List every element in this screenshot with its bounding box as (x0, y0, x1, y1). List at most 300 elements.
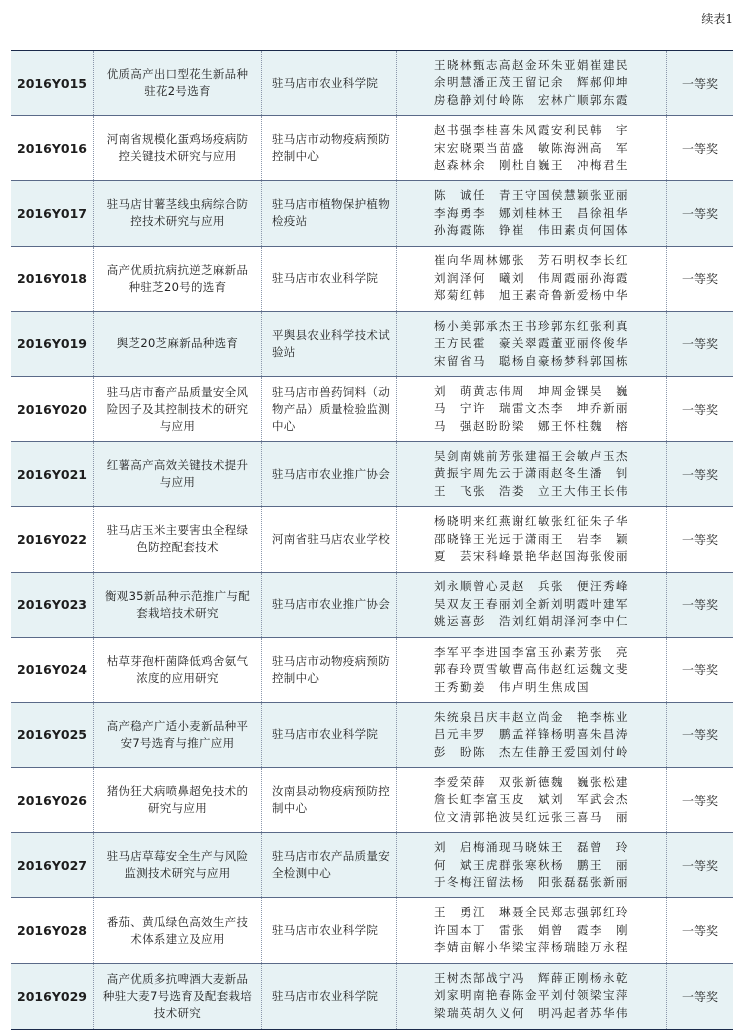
contributor-name: 邵晓锋 (434, 531, 473, 546)
contributor-name: 张三喜 (551, 809, 590, 824)
contributor-name: 刘 启 (434, 840, 473, 855)
project-name: 衡观35新品种示范推广与配套栽培技术研究 (94, 573, 262, 637)
contributor-name: 周 坤 (512, 383, 551, 398)
project-id: 2016Y028 (11, 898, 94, 962)
award-level: 一等奖 (681, 402, 718, 417)
contributor-name: 曾 霞 (551, 922, 590, 937)
completing-unit: 驻马店市兽药饲料（动物产品）质量检验监测中心 (262, 377, 397, 441)
table-row (11, 573, 733, 638)
contributor-name: 许 瑞 (473, 401, 512, 416)
project-name: 枯草芽孢杆菌降低鸡舍氨气浓度的应用研究 (94, 638, 262, 702)
contributor-name: 马 宁 (434, 401, 473, 416)
contributor-name: 彭 盼 (434, 744, 473, 759)
contributor-name: 郭东霞 (590, 92, 629, 107)
contributor-name: 盛 敏 (512, 140, 551, 155)
contributor-name: 何 明 (512, 1005, 551, 1020)
contributor-name: 杨 阳 (512, 875, 551, 890)
table-row (11, 247, 733, 312)
contributor-name: 赵书强 (434, 123, 473, 138)
contributor-name: 王秀勤 (434, 679, 473, 694)
table-row (11, 51, 733, 116)
contributor-name: 霍 豪 (473, 336, 512, 351)
contributors-cell (397, 51, 667, 115)
contributors-list (434, 448, 629, 501)
contributor-name: 赵红运 (551, 662, 590, 677)
project-id: 2016Y020 (11, 377, 94, 441)
contributor-name: 赵冬生 (551, 466, 590, 481)
contributor-name: 李富玉 (512, 644, 551, 659)
contributor-name: 冯起者 (551, 1005, 590, 1020)
contributor-name: 马 强 (434, 418, 473, 433)
contributor-name: 李栋业 (590, 709, 629, 724)
contributor-name: 张建福 (512, 448, 551, 463)
contributor-name: 张 亮 (590, 644, 629, 659)
contributor-name: 曾心灵 (473, 579, 512, 594)
contributor-name: 王书珍 (512, 318, 551, 333)
contributor-name: 梁宝萍 (590, 988, 629, 1003)
contributor-name: 许国本 (434, 922, 473, 937)
contributor-name: 来红燕 (473, 514, 512, 529)
contributor-name (590, 679, 629, 697)
project-id: 2016Y023 (11, 573, 94, 637)
contributors-cell (397, 442, 667, 506)
contributor-name: 王 飞 (434, 483, 473, 498)
contributor-name: 于潇雨 (512, 531, 551, 546)
contributors-list (434, 774, 629, 827)
contributor-name: 郭国栋 (590, 353, 629, 368)
contributor-name: 张新丽 (590, 875, 629, 890)
contributor-name: 金 艳 (551, 709, 590, 724)
contributor-name: 万永程 (590, 940, 629, 955)
contributor-name: 杜自巍 (512, 158, 551, 173)
contributor-name: 魏 巍 (551, 774, 590, 789)
contributor-name: 关翠霞 (512, 336, 551, 351)
contributor-name: 武会杰 (590, 792, 629, 807)
award-level: 一等奖 (681, 76, 718, 91)
completing-unit: 驻马店市动物疫病预防控制中心 (262, 116, 397, 180)
project-name: 驻马店甘薯茎线虫病综合防控技术研究与应用 (94, 181, 262, 245)
contributor-name: 卢明生 (512, 679, 551, 694)
contributor-name: 王方民 (434, 336, 473, 351)
project-id: 2016Y015 (11, 51, 94, 115)
contributor-name: 石明权 (551, 253, 590, 268)
contributor-name: 朱风霞 (512, 123, 551, 138)
contributor-name: 李 娜 (473, 205, 512, 220)
contributor-name: 王 丽 (590, 857, 629, 872)
contributors-list (434, 252, 629, 305)
contributor-name: 张亚丽 (590, 188, 629, 203)
contributor-name: 汪留法 (473, 875, 512, 890)
contributor-name: 张 便 (551, 579, 590, 594)
contributor-name: 潘正茂 (473, 75, 512, 90)
contributor-name: 马 丽 (590, 809, 629, 824)
contributors-cell (397, 312, 667, 376)
contributor-name: 王 冲 (551, 158, 590, 173)
contributors-cell (397, 247, 667, 311)
contributor-name: 朱昌涛 (590, 727, 629, 742)
contributor-name: 李桂喜 (473, 123, 512, 138)
contributors-list (434, 578, 629, 631)
contributor-name: 董亚丽 (551, 336, 590, 351)
completing-unit: 驻马店市农业推广协会 (262, 442, 397, 506)
project-id: 2016Y027 (11, 833, 94, 897)
contributor-name: 陈 宏 (512, 92, 551, 107)
contributor-name: 孙海霞 (590, 270, 629, 285)
contributors-cell (397, 116, 667, 180)
contributor-name: 梅涌现 (473, 840, 512, 855)
contributor-name: 王光远 (473, 531, 512, 546)
contributor-name: 江 琳 (473, 905, 512, 920)
table-row (11, 964, 733, 1029)
completing-unit: 驻马店市农业科学院 (262, 898, 397, 962)
contributor-name: 崔向华 (434, 253, 473, 268)
contributors-cell (397, 833, 667, 897)
contributor-name: 韩 旭 (473, 288, 512, 303)
table-row (11, 507, 733, 572)
completing-unit: 驻马店市农产品质量安全检测中心 (262, 833, 397, 897)
contributor-name: 孟祥锋 (512, 727, 551, 742)
project-name: 番茄、黄瓜绿色高效生产技术体系建立及应用 (94, 898, 262, 962)
table-row (11, 181, 733, 246)
contributor-name: 李婧亩 (434, 940, 473, 955)
contributor-name: 李中仁 (590, 614, 629, 629)
contributor-name: 夏 芸 (434, 549, 473, 564)
contributor-name: 曹高伟 (512, 662, 551, 677)
contributor-name: 杨晓明 (434, 514, 473, 529)
contributor-name: 宋科峰 (473, 549, 512, 564)
contributor-name: 朱亚娟 (551, 57, 590, 72)
contributor-name: 赵 兵 (512, 579, 551, 594)
contributor-name: 郭东红 (551, 318, 590, 333)
contributor-name: 房稳静 (434, 92, 473, 107)
contributor-name: 赵国海 (551, 549, 590, 564)
contributor-name: 聂全民 (512, 905, 551, 920)
project-name: 高产稳产广适小麦新品种平安7号选育与推广应用 (94, 703, 262, 767)
contributor-name: 李富玉 (473, 792, 512, 807)
contributor-name: 何 斌 (434, 857, 473, 872)
contributor-name: 杨梦科 (551, 353, 590, 368)
contributor-name: 马 聪 (473, 353, 512, 368)
contributor-name: 王守国 (512, 188, 551, 203)
contributor-name: 郝仰坤 (590, 75, 629, 90)
project-id: 2016Y024 (11, 638, 94, 702)
contributor-name: 梅君生 (590, 158, 629, 173)
contributors-cell (397, 573, 667, 637)
contributor-name: 李 坤 (551, 401, 590, 416)
contributor-name: 郭艳波 (473, 809, 512, 824)
contributor-name: 姜 伟 (473, 679, 512, 694)
contributor-name: 朱统泉 (434, 709, 473, 724)
contributor-name: 陈 铮 (473, 223, 512, 238)
contributor-name: 王留记 (512, 75, 551, 90)
contributor-name: 王怀柱 (551, 418, 590, 433)
contributor-name: 谢红敏 (512, 514, 551, 529)
contributor-name: 张寒秋 (512, 857, 551, 872)
contributor-name: 安利民 (551, 123, 590, 138)
contributors-list (434, 709, 629, 762)
contributor-name: 刘 萌 (434, 383, 473, 398)
contributor-name: 余明慧 (434, 75, 473, 90)
contributor-name: 崔建民 (590, 57, 629, 72)
contributor-name: 赵立尚 (512, 709, 551, 724)
project-name: 优质高产出口型花生新品种驻花2号选育 (94, 51, 262, 115)
contributor-name: 李进国 (473, 644, 512, 659)
contributor-name: 于冬梅 (434, 875, 473, 890)
project-id: 2016Y021 (11, 442, 94, 506)
contributor-name: 赵森林 (434, 158, 473, 173)
contributor-name: 李 刚 (590, 922, 629, 937)
contributor-name: 甄志高 (473, 57, 512, 72)
completing-unit: 驻马店市农业科学院 (262, 964, 397, 1029)
award-level: 一等奖 (681, 793, 718, 808)
contributor-name: 王长伟 (590, 483, 629, 498)
contributor-name: 李海勇 (434, 205, 473, 220)
contributor-name: 潘 钊 (590, 466, 629, 481)
contributor-name: 姚运喜 (434, 614, 473, 629)
contributor-name: 朱子华 (590, 514, 629, 529)
contributor-name: 张 浩 (473, 483, 512, 498)
table-row (11, 312, 733, 377)
completing-unit: 驻马店市农业推广协会 (262, 573, 397, 637)
table-row (11, 638, 733, 703)
contributor-name: 卢玉杰 (590, 448, 629, 463)
contributor-name: 黄振宇 (434, 466, 473, 481)
contributors-cell (397, 964, 667, 1029)
contributor-name: 王虎群 (473, 857, 512, 872)
project-name: 红薯高产高效关键技术提升与应用 (94, 442, 262, 506)
contributor-name: 姚前芳 (473, 448, 512, 463)
project-id: 2016Y029 (11, 964, 94, 1029)
contributors-list (434, 839, 629, 892)
contributor-name: 丁 雷 (473, 922, 512, 937)
contributor-name: 彭 浩 (473, 614, 512, 629)
project-name: 高产优质抗病抗逆芝麻新品种驻芝20号的选育 (94, 247, 262, 311)
project-id: 2016Y016 (11, 116, 94, 180)
contributor-name: 张 芳 (512, 253, 551, 268)
contributor-name: 位文清 (434, 809, 473, 824)
contributor-name: 刘永顺 (434, 579, 473, 594)
contributors-list (434, 122, 629, 175)
contributor-name: 刘 军 (551, 792, 590, 807)
contributor-name: 孙素芳 (551, 644, 590, 659)
contributor-name: 解小华 (473, 940, 512, 955)
contributor-name: 田素贞 (551, 223, 590, 238)
contributor-name: 张俊丽 (590, 549, 629, 564)
contributors-list (434, 57, 629, 110)
contributor-name: 张 娟 (512, 922, 551, 937)
table-row (11, 442, 733, 507)
contributor-name: 刘付岭 (473, 92, 512, 107)
contributor-name: 黄志伟 (473, 383, 512, 398)
contributor-name: 薛 双 (473, 774, 512, 789)
project-name: 河南省规模化蛋鸡场疫病防控关键技术研究与应用 (94, 116, 262, 180)
contributor-name: 刘 伟 (512, 270, 551, 285)
contributor-name: 陈 诚 (434, 188, 473, 203)
table-row (11, 833, 733, 898)
contributor-name: 赵金环 (512, 57, 551, 72)
contributor-name: 王会敏 (551, 448, 590, 463)
contributor-name: 郭承杰 (473, 318, 512, 333)
completing-unit: 驻马店市农业科学院 (262, 247, 397, 311)
award-level: 一等奖 (681, 924, 718, 939)
contributor-name: 皮 斌 (512, 792, 551, 807)
contributor-name: 梁宝萍 (512, 940, 551, 955)
contributor-name: 梁瑞英 (434, 1005, 473, 1020)
contributor-name: 韩 宇 (590, 123, 629, 138)
project-id: 2016Y019 (11, 312, 94, 376)
contributor-name: 张磊磊 (551, 875, 590, 890)
contributor-name: 栗当苗 (473, 140, 512, 155)
completing-unit: 驻马店市农业科学院 (262, 703, 397, 767)
project-name: 高产优质多抗啤酒大麦新品种驻大麦7号选育及配套栽培技术研究 (94, 964, 262, 1029)
contributor-name: 杨 鹏 (551, 857, 590, 872)
awards-table (11, 50, 733, 1030)
contributor-name: 郑菊红 (434, 288, 473, 303)
contributor-name: 刘家明 (434, 988, 473, 1003)
contributor-name: 张新德 (512, 774, 551, 789)
table-row (11, 703, 733, 768)
contributor-name: 刘桂林 (512, 205, 551, 220)
contributor-name: 周金锞 (551, 383, 590, 398)
contributors-list (434, 970, 629, 1023)
contributor-name: 吴红远 (512, 809, 551, 824)
contributors-cell (397, 377, 667, 441)
contributor-name: 詹长虹 (434, 792, 473, 807)
award-level: 一等奖 (681, 663, 718, 678)
contributor-name: 孙海霞 (434, 223, 473, 238)
contributor-name: 王树杰 (434, 970, 473, 985)
contributor-name: 杨中华 (590, 288, 629, 303)
contributor-name: 叶建军 (590, 596, 629, 611)
contributor-name: 林广顺 (551, 92, 590, 107)
award-level: 一等奖 (681, 337, 718, 352)
contributor-name: 周先云 (473, 466, 512, 481)
contributor-name: 汪秀峰 (590, 579, 629, 594)
contributors-cell (397, 638, 667, 702)
completing-unit: 河南省驻马店农业学校 (262, 507, 397, 571)
award-level: 一等奖 (681, 858, 718, 873)
contributor-name: 宋留省 (434, 353, 473, 368)
contributor-name: 郭春玲 (434, 662, 473, 677)
project-name: 猪伪狂犬病喷鼻超免技术的研究与应用 (94, 768, 262, 832)
contributor-name: 周霞丽 (551, 270, 590, 285)
table-row (11, 898, 733, 963)
contributor-name: 贾雪敏 (473, 662, 512, 677)
contributor-name: 崔 伟 (512, 223, 551, 238)
contributors-cell (397, 181, 667, 245)
contributor-name: 李 颖 (590, 531, 629, 546)
project-name: 驻马店玉米主要害虫全程绿色防控配套技术 (94, 507, 262, 571)
contributor-name: 何 曦 (473, 270, 512, 285)
contributor-name: 杨自豪 (512, 353, 551, 368)
completing-unit: 平舆县农业科学技术试验站 (262, 312, 397, 376)
contributors-cell (397, 507, 667, 571)
completing-unit: 驻马店市动物疫病预防控制中心 (262, 638, 397, 702)
contributor-name: 王 磊 (551, 840, 590, 855)
contributor-name: 王春丽 (473, 596, 512, 611)
contributors-cell (397, 768, 667, 832)
contributor-name: 于潇雨 (512, 466, 551, 481)
contributor-name: 余 辉 (551, 75, 590, 90)
contributor-name: 张利真 (590, 318, 629, 333)
contributor-name: 王 岩 (551, 531, 590, 546)
contributor-name: 吕庆丰 (473, 709, 512, 724)
contributors-list (434, 513, 629, 566)
contributor-name: 王晓林 (434, 57, 473, 72)
contributor-name: 郭红玲 (590, 905, 629, 920)
contributor-name: 曾 玲 (590, 840, 629, 855)
contributor-name: 李爱荣 (434, 774, 473, 789)
contributor-name: 刘明霞 (551, 596, 590, 611)
contributor-name: 胡久义 (473, 1005, 512, 1020)
project-name: 舆芝20芝麻新品种选育 (94, 312, 262, 376)
contributor-name: 王 昌 (551, 205, 590, 220)
completing-unit: 驻马店市植物保护植物检疫站 (262, 181, 397, 245)
contributor-name: 左佳静 (512, 744, 551, 759)
contributor-name: 王素奇 (512, 288, 551, 303)
contributor-name: 雷文杰 (512, 401, 551, 416)
contributor-name: 刘付领 (551, 988, 590, 1003)
contributors-list (434, 904, 629, 957)
award-level: 一等奖 (681, 141, 718, 156)
contributor-name: 魏 榕 (590, 418, 629, 433)
contributor-name: 焦成国 (551, 679, 590, 694)
contributor-name: 杨瑞睦 (551, 940, 590, 955)
contributor-name: 南艳春 (473, 988, 512, 1003)
contributor-name: 周林娜 (473, 253, 512, 268)
contributor-name: 吴双友 (434, 596, 473, 611)
contributor-name: 鲁新爱 (551, 288, 590, 303)
contributor-name: 陈海洲 (551, 140, 590, 155)
contributors-cell (397, 898, 667, 962)
award-level: 一等奖 (681, 272, 718, 287)
contributor-name: 侯慧颖 (551, 188, 590, 203)
contributor-name: 王大伟 (551, 483, 590, 498)
project-id: 2016Y018 (11, 247, 94, 311)
award-level: 一等奖 (681, 598, 718, 613)
contributor-name: 李军平 (434, 644, 473, 659)
contributor-name: 吕元丰 (434, 727, 473, 742)
contributor-name: 佟俊华 (590, 336, 629, 351)
project-name: 驻马店市畜产品质量安全风险因子及其控制技术的研究与应用 (94, 377, 262, 441)
contributor-name: 罗 鹏 (473, 727, 512, 742)
table-row (11, 377, 733, 442)
contributor-name: 刘润泽 (434, 270, 473, 285)
project-id: 2016Y022 (11, 507, 94, 571)
contributor-name: 杨小美 (434, 318, 473, 333)
completing-unit: 汝南县动物疫病预防控制中心 (262, 768, 397, 832)
table-row (11, 768, 733, 833)
contributor-name: 任 青 (473, 188, 512, 203)
contributor-name: 梁 娜 (512, 418, 551, 433)
contributor-name: 杨明喜 (551, 727, 590, 742)
contributor-name: 胡泽河 (551, 614, 590, 629)
contributors-cell (397, 703, 667, 767)
contributor-name: 余 刚 (473, 158, 512, 173)
contributor-name: 王爱国 (551, 744, 590, 759)
contributors-list (434, 383, 629, 436)
contributor-name: 魏文斐 (590, 662, 629, 677)
award-level: 一等奖 (681, 532, 718, 547)
project-name: 驻马店草莓安全生产与风险监测技术研究与应用 (94, 833, 262, 897)
contributor-name: 张红征 (551, 514, 590, 529)
completing-unit: 驻马店市农业科学院 (262, 51, 397, 115)
project-id: 2016Y026 (11, 768, 94, 832)
contributor-name: 冯 辉 (512, 970, 551, 985)
contributor-name: 郑志强 (551, 905, 590, 920)
continuation-label: 续表1 (701, 12, 733, 26)
award-level: 一等奖 (681, 467, 718, 482)
